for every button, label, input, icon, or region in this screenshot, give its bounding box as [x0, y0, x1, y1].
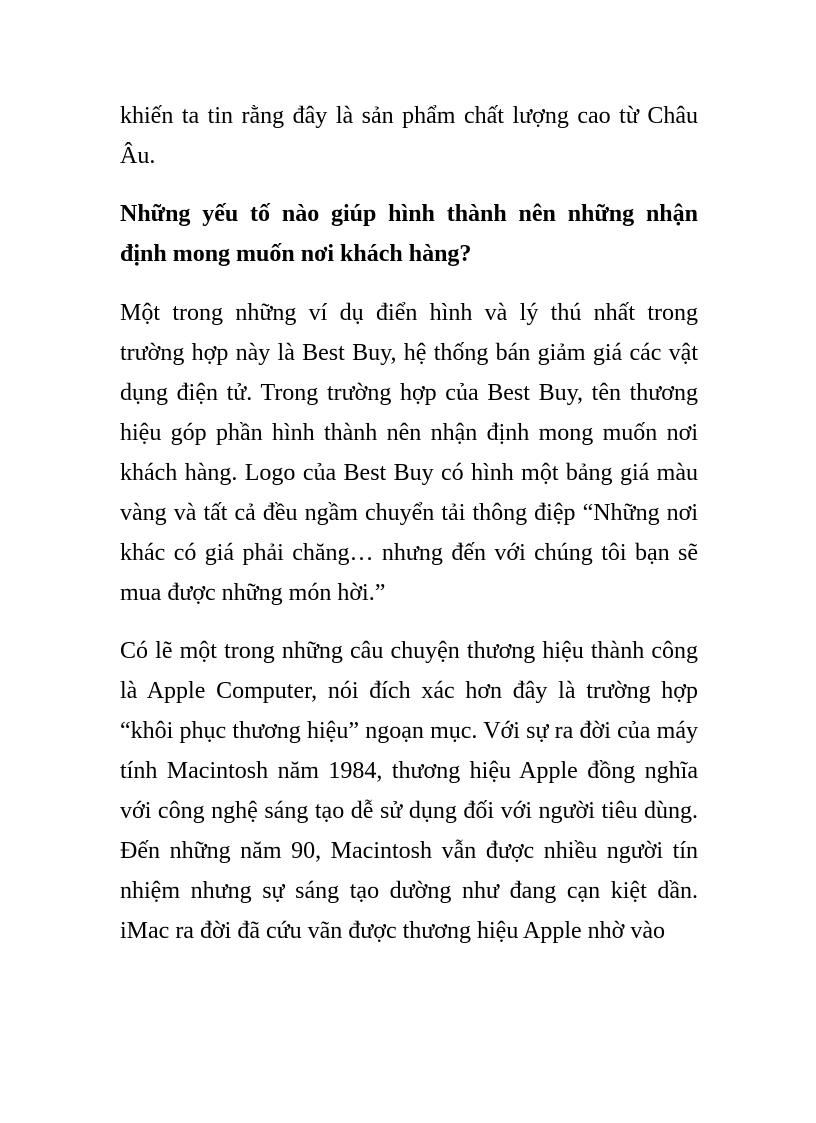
- paragraph-continuation: khiến ta tin rằng đây là sản phẩm chất lượng cao từ Châu Âu.: [120, 103, 698, 169]
- paragraph-apple: Có lẽ một trong những câu chuyện thương hiệu thành công là Apple Computer, nói đích xác hơn đây là trường hợp “khôi phục thương hiệu” ngoạn mục. Với sự ra đời của máy tính Macintosh năm 1984, thương hiệu Apple đồng nghĩa với công nghệ sáng tạo dễ sử dụng đối với người tiêu dùng. Đến những năm 90, Macintosh vẫn được nhiều người tín nhiệm nhưng sự sáng tạo dường như đang cạn kiệt dần. iMac ra đời đã cứu vãn được thương hiệu Apple nhờ vào: [120, 638, 698, 944]
- document-page: [120, 96, 698, 969]
- section-heading: Những yếu tố nào giúp hình thành nên những nhận định mong muốn nơi khách hàng?: [120, 201, 698, 267]
- paragraph-best-buy: Một trong những ví dụ điển hình và lý thú nhất trong trường hợp này là Best Buy, hệ thống bán giảm giá các vật dụng điện tử. Trong trường hợp của Best Buy, tên thương hiệu góp phần hình thành nên nhận định mong muốn nơi khách hàng. Logo của Best Buy có hình một bảng giá màu vàng và tất cả đều ngầm chuyển tải thông điệp “Những nơi khác có giá phải chăng… nhưng đến với chúng tôi bạn sẽ mua được những món hời.”: [120, 300, 698, 606]
